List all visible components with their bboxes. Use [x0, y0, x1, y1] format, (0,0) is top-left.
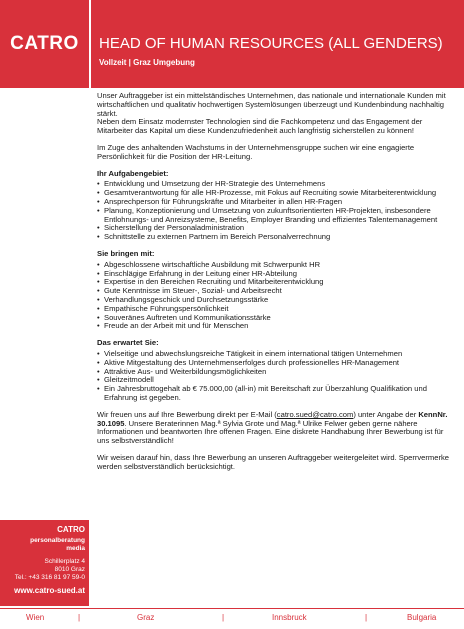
tasks-list — [97, 180, 455, 242]
list-item: • Schnittstelle zu externen Partnern im Bereich Personalverrechnung — [97, 233, 455, 242]
job-description — [97, 92, 455, 479]
list-item: • Verhandlungsgeschick und Durchsetzungsstärke — [97, 296, 455, 305]
footer-separator: | — [365, 613, 368, 622]
list-item: • Gleitzeitmodell — [97, 376, 455, 385]
intro-text-1: Unser Auftraggeber ist ein mittelständisches Unternehmen, das nationale und internationale Kunden mit wirtschaftlichen und qualitativ hochwertigen Systemlösungen überzeugt und Kundenbindung nachhaltig stärkt. — [97, 91, 446, 118]
reference-number: KennNr. 30.1095 — [97, 409, 448, 428]
catro-logo: CATRO — [10, 33, 79, 54]
contact-panel — [0, 520, 89, 606]
footer-city-bulgaria: Bulgaria — [407, 613, 437, 622]
footer-city-innsbruck: Innsbruck — [272, 613, 307, 622]
list-item: • Ein Jahresbruttogehalt ab € 75.000,00 (all-in) mit Bereitschaft zur Überzahlung Qualifikation und Erfahrung ist gegeben. — [97, 385, 455, 403]
job-subtitle: Vollzeit | Graz Umgebung — [99, 58, 195, 67]
apply-paragraph — [97, 411, 455, 446]
contact-subline-1: personalberatung — [30, 537, 85, 544]
list-item: • Planung, Konzeptionierung und Umsetzung von zukunftsorientierten HR-Projekten, insbesondere Entlohnungs- und Anreizsysteme, Benefits, Employer Branding und effizientes Talentemanagement — [97, 207, 455, 225]
list-item: • Attraktive Aus- und Weiterbildungsmöglichkeiten — [97, 368, 455, 377]
list-item: • Sicherstellung der Personaladministration — [97, 224, 455, 233]
tasks-heading: Ihr Aufgabengebiet: — [97, 168, 169, 178]
offer-list — [97, 350, 455, 403]
apply-text-a: Wir freuen uns auf Ihre Bewerbung direkt per E-Mail ( — [97, 409, 277, 419]
contact-city: 8010 Graz — [54, 566, 85, 573]
footer-separator: | — [78, 613, 81, 622]
list-item: • Aktive Mitgestaltung des Unternehmenserfolges durch professionelles HR-Management — [97, 359, 455, 368]
list-item: • Entwicklung und Umsetzung der HR-Strategie des Unternehmens — [97, 180, 455, 189]
list-item: • Einschlägige Erfahrung in der Leitung einer HR-Abteilung — [97, 270, 455, 279]
header-bar — [91, 0, 464, 88]
list-item: • Souveränes Auftreten und Kommunikationsstärke — [97, 314, 455, 323]
list-item: • Ansprechperson für Führungskräfte und Mitarbeiter in allen HR-Fragen — [97, 198, 455, 207]
list-item: • Expertise in den Bereichen Recruiting und Mitarbeiterentwicklung — [97, 278, 455, 287]
list-item: • Empathische Führungspersönlichkeit — [97, 305, 455, 314]
footer-city-graz: Graz — [137, 613, 155, 622]
list-item: • Abgeschlossene wirtschaftliche Ausbildung mit Schwerpunkt HR — [97, 261, 455, 270]
job-title: HEAD OF HUMAN RESOURCES (ALL GENDERS) — [99, 35, 443, 52]
list-item: • Vielseitige und abwechslungsreiche Tätigkeit in einem international tätigen Unternehmen — [97, 350, 455, 359]
apply-email-link[interactable]: catro.sued@catro.com — [276, 409, 354, 419]
offer-heading: Das erwartet Sie: — [97, 338, 159, 348]
profile-heading: Sie bringen mit: — [97, 248, 155, 258]
contact-street: Schillerplatz 4 — [44, 558, 85, 565]
intro-paragraph-3: Im Zuge des anhaltenden Wachstums in der Unternehmensgruppe suchen wir eine engagierte Persönlichkeit für die Position der HR-Leitung. — [97, 142, 415, 161]
footer-locations — [0, 613, 464, 625]
closing-paragraph: Wir weisen darauf hin, dass Ihre Bewerbung an unseren Auftraggeber weitergeleitet wird. Sperrvermerke werden selbstverständlich berücksichtigt. — [97, 452, 450, 471]
list-item: • Gute Kenntnisse im Steuer-, Sozial- und Arbeitsrecht — [97, 287, 455, 296]
apply-text-b: ) unter Angabe der — [353, 409, 419, 419]
list-item: • Gesamtverantwortung für alle HR-Prozesse, mit Fokus auf Recruiting sowie Mitarbeiterentwicklung — [97, 189, 455, 198]
profile-list — [97, 261, 455, 331]
footer-separator: | — [222, 613, 225, 622]
logo-block — [0, 0, 89, 88]
sidebar-blank — [0, 90, 89, 520]
contact-subline-2: media — [66, 545, 85, 552]
footer-city-wien: Wien — [26, 613, 45, 622]
contact-website-link[interactable]: www.catro-sued.at — [14, 586, 85, 595]
contact-brand: CATRO — [57, 525, 85, 534]
contact-phone: Tel.: +43 316 81 97 59-0 — [14, 574, 85, 581]
list-item: • Freude an der Arbeit mit und für Menschen — [97, 322, 455, 331]
intro-text-2: Neben dem Einsatz modernster Technologien sind die Fachkompetenz und das Engagement der Mitarbeiter das Kapital um diese Kundenzufriedenheit auch langfristig sicherstellen zu können! — [97, 117, 423, 136]
apply-text-c: . Unsere Beraterinnen Mag.ª Sylvia Grote und Mag.ª Ulrike Felwer geben gerne nähere Informationen und beantworten Ihre offenen Fragen. Eine diskrete Handhabung Ihrer Bewerbung ist für uns selbstverständlich! — [97, 418, 444, 446]
intro-paragraph-1 — [97, 92, 455, 136]
